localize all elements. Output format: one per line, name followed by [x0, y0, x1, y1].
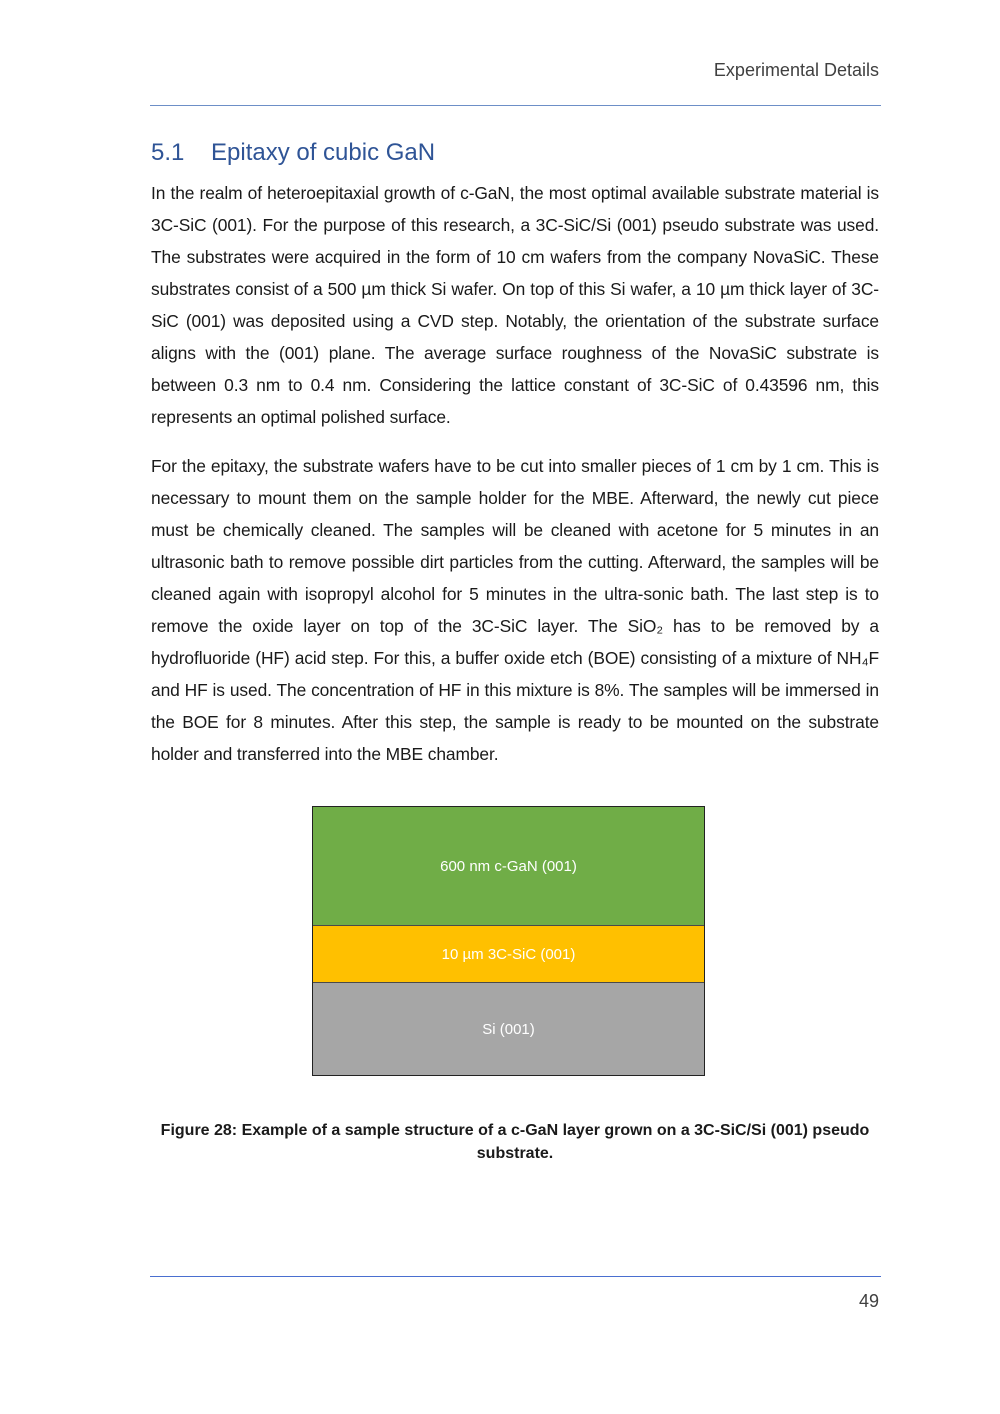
header-divider — [150, 105, 881, 106]
layer-c-gan — [313, 807, 704, 925]
section-number: 5.1 — [151, 139, 185, 166]
running-header: Experimental Details — [713, 60, 879, 80]
page-number: 49 — [858, 1291, 879, 1311]
paragraph-2: For the epitaxy, the substrate wafers have to be cut into smaller pieces of 1 cm by 1 cm. This is necessary to mount them on the sample holder for the MBE. Afterward, the newly cut piece must be chemically cleaned. The samples will be cleaned with acetone for 5 minutes in an ultrasonic bath to remove possible dirt particles from the cutting. Afterward, the samples will be cleaned again with isopropyl alcohol for 5 minutes in the ultra-sonic bath. The last step is to remove the oxide layer on top of the 3C-SiC layer. The SiO₂ has to be removed by a hydrofluoride (HF) acid step. For this, a buffer oxide etch (BOE) consisting of a mixture of NH₄F and HF is used. The concentration of HF in this mixture is 8%. The samples will be immersed in the BOE for 8 minutes. After this step, the sample is ready to be mounted on the substrate holder and transferred into the MBE chamber. — [151, 456, 879, 764]
layer-3c-sic-label: 10 µm 3C-SiC (001) — [441, 945, 576, 963]
section-title: Epitaxy of cubic GaN — [211, 139, 436, 166]
footer-divider — [150, 1276, 881, 1277]
layer-3c-sic — [313, 925, 704, 983]
body-text — [151, 177, 879, 787]
layer-si — [313, 983, 704, 1075]
paragraph-1: In the realm of heteroepitaxial growth of c-GaN, the most optimal available substrate material is 3C-SiC (001). For the purpose of this research, a 3C-SiC/Si (001) pseudo substrate was used. The substrates were acquired in the form of 10 cm wafers from the company NovaSiC. These substrates consist of a 500 µm thick Si wafer. On top of this Si wafer, a 10 µm thick layer of 3C-SiC (001) was deposited using a CVD step. Notably, the orientation of the substrate surface aligns with the (001) plane. The average surface roughness of the NovaSiC substrate is between 0.3 nm to 0.4 nm. Considering the lattice constant of 3C-SiC of 0.43596 nm, this represents an optimal polished surface. — [151, 183, 879, 427]
layer-structure-figure — [312, 806, 705, 1076]
layer-c-gan-label: 600 nm c-GaN (001) — [440, 857, 577, 875]
figure-caption: Figure 28: Example of a sample structure of a c-GaN layer grown on a 3C-SiC/Si (001) pseudo substrate. — [160, 1122, 870, 1162]
layer-si-label: Si (001) — [482, 1020, 535, 1038]
section-heading — [151, 139, 435, 167]
